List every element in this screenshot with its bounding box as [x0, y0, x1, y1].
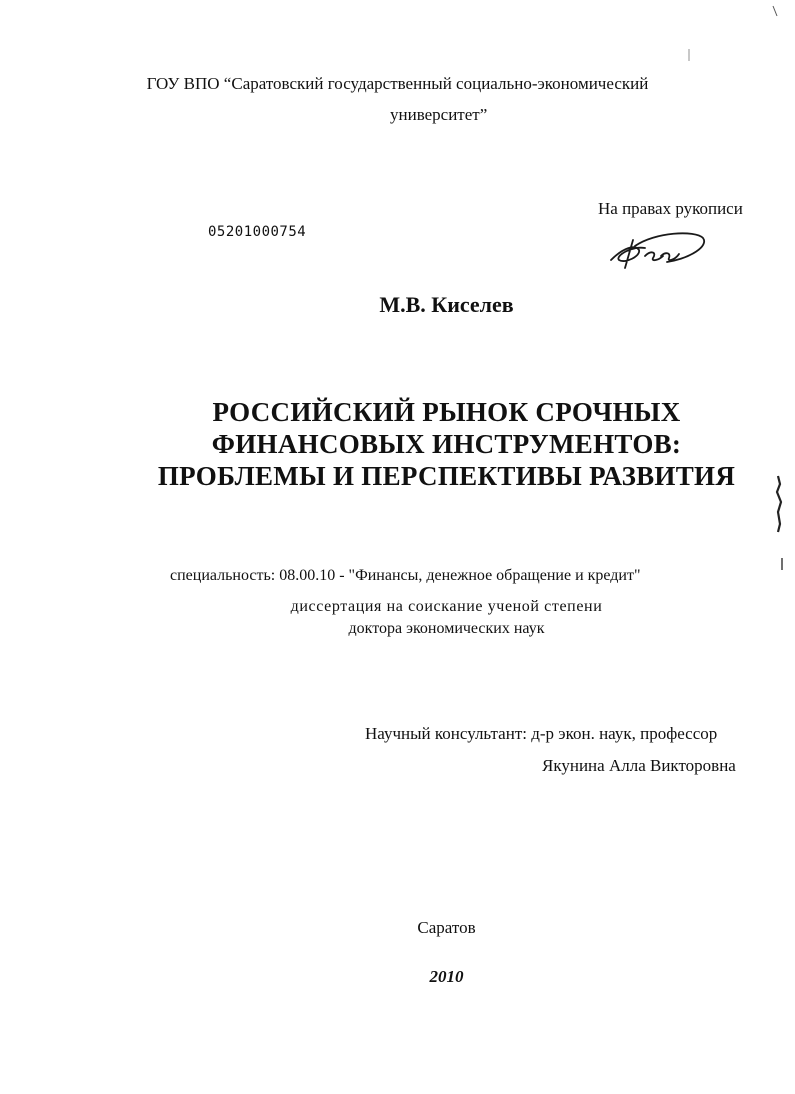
dissertation-title — [0, 396, 795, 492]
year: 2010 — [429, 967, 464, 986]
author-name: М.В. Киселев — [379, 292, 514, 317]
scan-artifact-icon — [770, 4, 780, 18]
manuscript-note: На правах рукописи — [598, 199, 743, 218]
title-line-1: РОССИЙСКИЙ РЫНОК СРОЧНЫХ — [212, 397, 681, 427]
scan-artifact-icon — [778, 556, 786, 572]
scan-artifact-icon — [772, 474, 786, 534]
advisor-line-1: Научный консультант: д-р экон. наук, профессор — [365, 724, 718, 743]
degree-line-1: диссертация на соискание ученой степени — [290, 598, 603, 615]
title-line-3: ПРОБЛЕМЫ И ПЕРСПЕКТИВЫ РАЗВИТИЯ — [157, 461, 736, 491]
advisor-line-2: Якунина Алла Викторовна — [542, 756, 736, 775]
scan-artifact-icon — [686, 48, 692, 62]
institution-line-2: университет” — [390, 105, 488, 124]
title-line-2: ФИНАНСОВЫХ ИНСТРУМЕНТОВ: — [211, 429, 682, 459]
institution-line-1: ГОУ ВПО “Саратовский государственный социально-экономический — [146, 74, 649, 93]
city: Саратов — [417, 918, 476, 937]
signature-icon — [605, 226, 715, 276]
document-number: 05201000754 — [208, 224, 307, 240]
degree-line-2: доктора экономических наук — [348, 620, 545, 637]
specialty: специальность: 08.00.10 - "Финансы, денежное обращение и кредит" — [170, 567, 641, 584]
